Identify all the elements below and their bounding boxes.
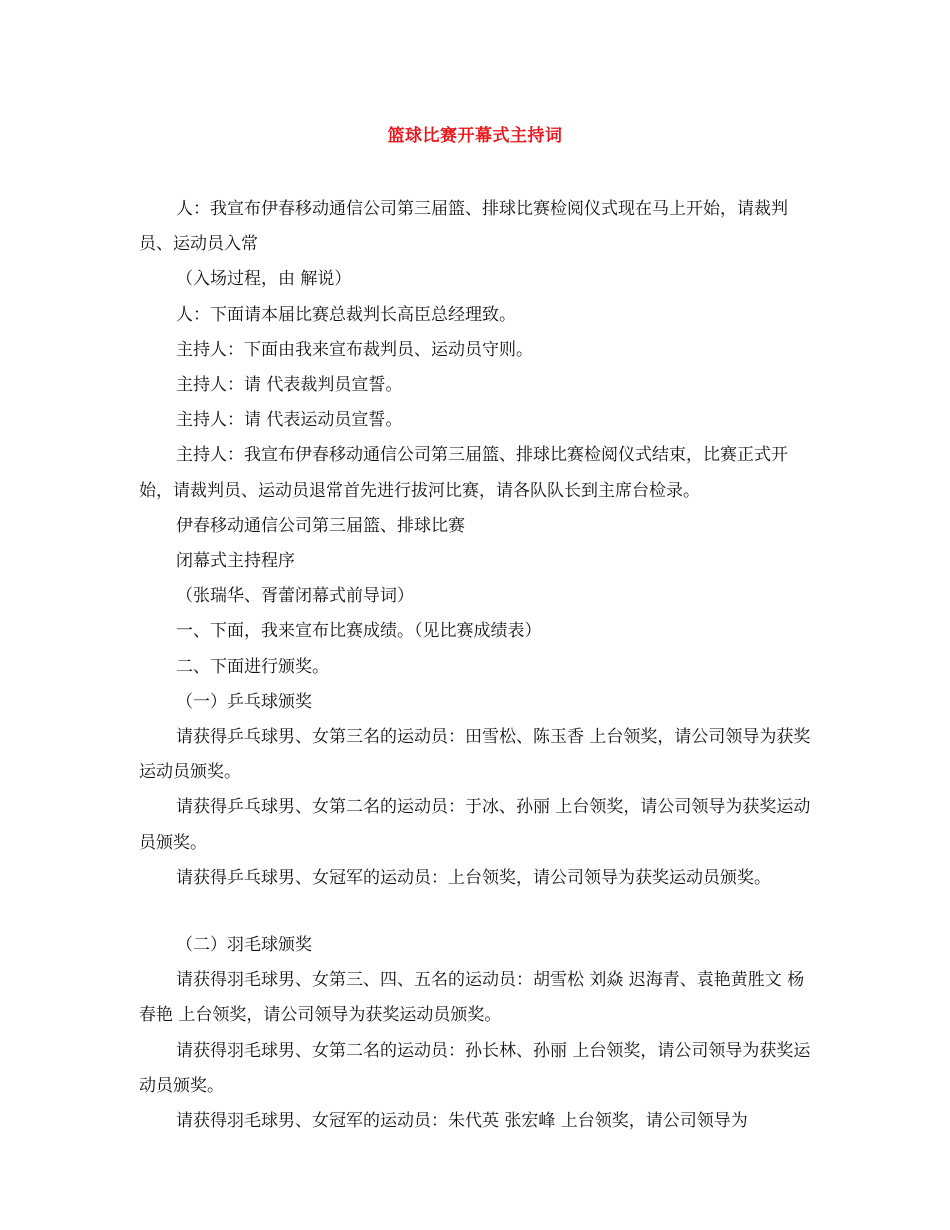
paragraph: 主持人：我宣布伊春移动通信公司第三届篮、排球比赛检阅仪式结束，比赛正式开始，请裁判员、运动员退常首先进行拔河比赛，请各队队长到主席台检录。 [139, 445, 788, 501]
paragraph: 请获得羽毛球男、女冠军的运动员：朱代英 张宏峰 上台领奖，请公司领导为 [176, 1111, 748, 1132]
paragraph: 主持人：请 代表运动员宣誓。 [176, 410, 403, 431]
paragraph: 人：我宣布伊春移动通信公司第三届篮、排球比赛检阅仪式现在马上开始，请裁判员、运动员入常 [139, 199, 788, 255]
paragraph: 请获得乒乓球男、女第三名的运动员：田雪松、陈玉香 上台领奖，请公司领导为获奖运动员颁奖。 [139, 727, 811, 783]
paragraph: （张瑞华、胥蕾闭幕式前导词） [176, 586, 414, 607]
paragraph: （二）羽毛球颁奖 [176, 935, 312, 956]
paragraph: 人：下面请本届比赛总裁判长高臣总经理致。 [176, 304, 516, 325]
blank-line [139, 896, 815, 928]
document-body [139, 192, 815, 1139]
document-title: 篮球比赛开幕式主持词 [387, 126, 563, 146]
paragraph: 闭幕式主持程序 [176, 551, 295, 572]
paragraph: 一、下面，我来宣布比赛成绩。（见比赛成绩表） [176, 621, 542, 642]
paragraph: 二、下面进行颁奖。 [176, 656, 329, 677]
paragraph: 请获得羽毛球男、女第三、四、五名的运动员：胡雪松 刘焱 迟海青、袁艳黄胜文 杨春艳 上台领奖，请公司领导为获奖运动员颁奖。 [139, 970, 805, 1026]
paragraph: 请获得乒乓球男、女第二名的运动员：于冰、孙丽 上台领奖，请公司领导为获奖运动员颁奖。 [139, 797, 811, 853]
paragraph: （一）乒乓球颁奖 [176, 691, 312, 712]
paragraph: 请获得乒乓球男、女冠军的运动员：上台领奖，请公司领导为获奖运动员颁奖。 [176, 867, 771, 888]
paragraph: 主持人：请 代表裁判员宣誓。 [176, 375, 403, 396]
paragraph: （入场过程，由 解说） [176, 269, 352, 290]
paragraph: 请获得羽毛球男、女第二名的运动员：孙长林、孙丽 上台领奖，请公司领导为获奖运动员颁奖。 [139, 1040, 811, 1096]
paragraph: 主持人：下面由我来宣布裁判员、运动员守则。 [176, 339, 533, 360]
paragraph: 伊春移动通信公司第三届篮、排球比赛 [176, 515, 465, 536]
